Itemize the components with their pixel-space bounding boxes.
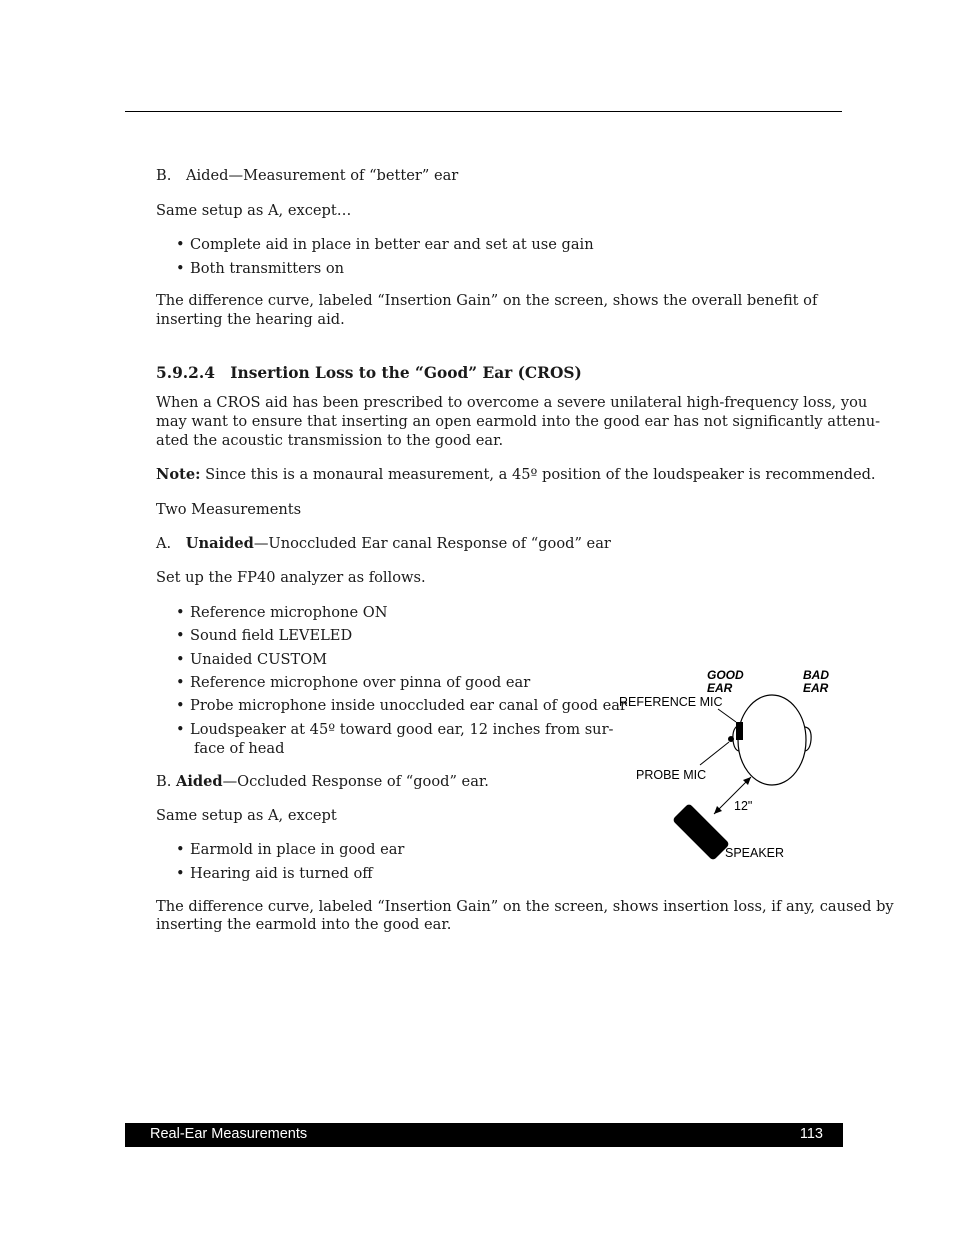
list-item: • Earmold in place in good ear <box>176 841 405 858</box>
head-outline <box>738 695 806 785</box>
two-measurements-text: Two Measurements <box>156 501 302 518</box>
same-setup-text: Same setup as A, except <box>156 807 337 824</box>
intro-line: may want to ensure that inserting an open earmold into the good ear has not significantly attenu- <box>156 413 881 430</box>
good-ear-label: GOOD <box>707 668 744 682</box>
list-item: • Probe microphone inside unoccluded ear canal of good ear <box>176 697 627 714</box>
list-item: • Loudspeaker at 45º toward good ear, 12 inches from sur- <box>176 721 614 738</box>
list-item: • Both transmitters on <box>176 260 345 277</box>
measurement-b: B. Aided—Occluded Response of “good” ear. <box>156 773 489 790</box>
same-setup-text: Same setup as A, except… <box>156 202 352 219</box>
reference-mic-icon <box>736 722 743 740</box>
note <box>156 465 876 484</box>
cros-setup-diagram <box>612 665 838 865</box>
difference-line: The difference curve, labeled “Insertion Gain” on the screen, shows insertion loss, if any, caused by <box>156 898 894 915</box>
page-footer <box>125 1123 843 1147</box>
section-b-aided: B. Aided—Measurement of “better” ear <box>156 167 459 184</box>
note-label: Note: <box>156 466 201 483</box>
good-ear-label: EAR <box>707 681 733 695</box>
list-item: • Unaided CUSTOM <box>176 651 328 668</box>
setup-text: Set up the FP40 analyzer as follows. <box>156 569 426 586</box>
list-item: • Complete aid in place in better ear and set at use gain <box>176 236 594 253</box>
reference-mic-label: REFERENCE MIC <box>619 695 723 709</box>
difference-line: inserting the earmold into the good ear. <box>156 916 452 933</box>
distance-label: 12" <box>734 799 753 813</box>
list-item: • Reference microphone ON <box>176 604 388 621</box>
list-item: • Reference microphone over pinna of good ear <box>176 674 531 691</box>
speaker-label: SPEAKER <box>725 846 785 860</box>
list-item-continuation: face of head <box>194 740 285 757</box>
list-item: • Hearing aid is turned off <box>176 865 373 882</box>
probe-mic-icon <box>728 736 734 742</box>
page-number: 113 <box>799 1126 823 1142</box>
intro-line: When a CROS aid has been prescribed to overcome a severe unilateral high-frequency loss, you <box>156 394 868 411</box>
list-item: • Sound field LEVELED <box>176 627 353 644</box>
bad-ear-label: BAD <box>803 668 829 682</box>
probe-mic-label: PROBE MIC <box>636 768 707 782</box>
section-heading: 5.9.2.4 Insertion Loss to the “Good” Ear (CROS) <box>156 364 582 382</box>
probe-mic-leader <box>700 742 729 765</box>
measurement-a: A. Unaided—Unoccluded Ear canal Response of “good” ear <box>156 535 611 552</box>
intro-line: ated the acoustic transmission to the good ear. <box>156 432 504 449</box>
speaker-icon <box>672 803 730 861</box>
difference-curve-text: The difference curve, labeled “Insertion Gain” on the screen, shows the overall benefit of inserting the hearing aid. <box>156 292 818 328</box>
reference-mic-leader <box>718 709 736 722</box>
bad-ear-label: EAR <box>803 681 829 695</box>
footer-title: Real-Ear Measurements <box>150 1126 308 1142</box>
note-text: Since this is a monaural measurement, a 45º position of the loudspeaker is recommended. <box>200 466 876 483</box>
top-rule <box>125 111 842 112</box>
